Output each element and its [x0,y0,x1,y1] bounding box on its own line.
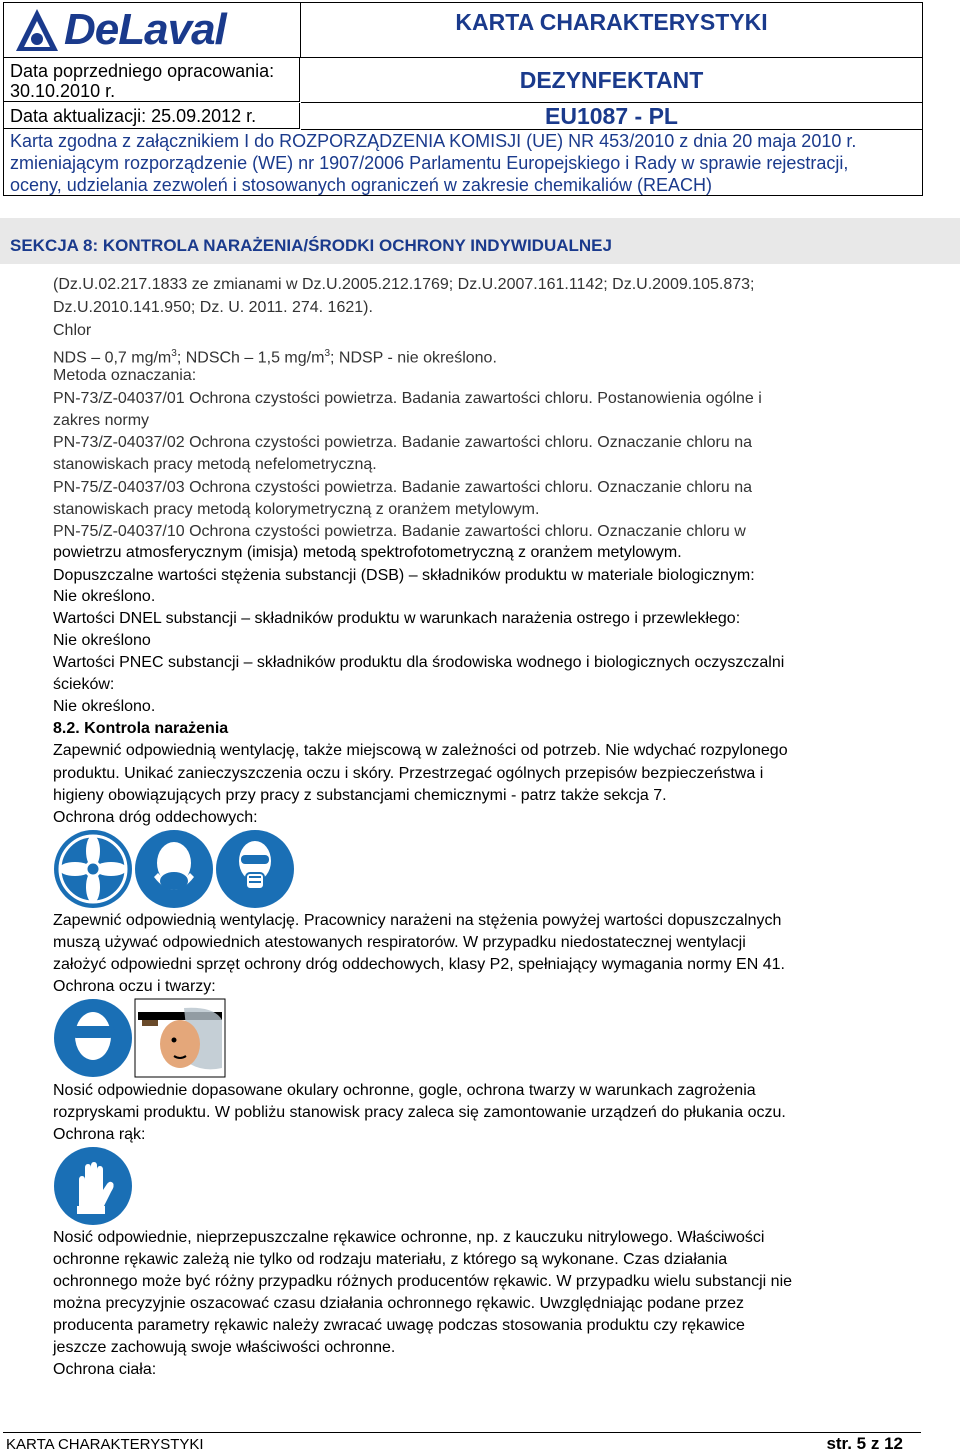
text-line: rozpryskami produktu. W pobliżu stanowisk pracy zaleca się zamontowanie urządzeń do płukania oczu. [53,1104,786,1121]
text-line: Chlor [53,322,92,339]
text-line: można precyzyjnie oszacować czasu działania ochronnego rękawic. Uwzględniając podane przez [53,1295,745,1312]
text-line: produktu. Unikać zanieczyszczenia oczu i skóry. Przestrzegać ogólnych przepisów bezpieczeństwa i [53,765,764,782]
ventilation-fan-icon [53,829,133,909]
nds-text: NDS – 0,7 mg/m [53,349,172,367]
regulation-line: oceny, udzielania zezwoleń i stosowanych ograniczeń w zakresie chemikaliów (REACH) [10,175,712,195]
logo-text: DeLaval [64,5,226,54]
text-line: producenta parametry rękawic należy zwracać uwagę podczas stosowania produktu czy rękawice [53,1317,745,1334]
text-line: stanowiskach pracy metodą kolorymetryczną z oranżem metylowym. [53,501,540,518]
text-line: PN-73/Z-04037/01 Ochrona czystości powietrza. Badania zawartości chloru. Postanowienia ogólne i [53,390,762,407]
regulation-line: Karta zgodna z załącznikiem I do ROZPORZĄDZENIA KOMISJI (UE) NR 453/2010 z dnia 20 maja 2010 r. [10,131,857,151]
title-cell [301,3,922,58]
prev-date-cell [4,58,300,102]
product-name: DEZYNFEKTANT [301,58,922,103]
text-line: Nie określono. [53,698,156,715]
document-header [3,2,923,196]
footer-doc-title: KARTA CHARAKTERYSTYKI [6,1436,204,1453]
text-line: powietrzu atmosferycznym (imisja) metodą spektrofotometryczną z oranżem metylowym. [53,544,682,561]
text-line: zakres normy [53,412,150,429]
superscript: 3 [171,348,177,359]
text-line: Nosić odpowiednie, nieprzepuszczalne rękawice ochronne, np. z kauczuku nitrylowego. Właściwości [53,1229,765,1246]
product-code: EU1087 - PL [301,103,922,130]
text-line: Dopuszczalne wartości stężenia substancji (DSB) – składników produktu w materiale biologicznym: [53,567,755,584]
text-line: założyć odpowiedni sprzęt ochrony dróg oddechowych, klasy P2, spełniający wymagania normy EN 41. [53,956,785,973]
page-number: str. 5 z 12 [826,1434,903,1453]
subsection-title: 8.2. Kontrola narażenia [53,720,229,737]
logo-cell [4,3,301,58]
section-title: SEKCJA 8: KONTROLA NARAŻENIA/ŚRODKI OCHRONY INDYWIDUALNEJ [10,236,612,255]
respirator-mask-icon [215,829,295,909]
doc-title: KARTA CHARAKTERYSTYKI [455,9,768,35]
text-line: Dz.U.2010.141.950; Dz. U. 2011. 274. 1621). [53,299,373,316]
face-shield-icon [134,998,226,1078]
section-bar [0,218,960,264]
text-line: Ochrona dróg oddechowych: [53,809,258,826]
regulation-note [10,130,916,196]
text-line: (Dz.U.02.217.1833 ze zmianami w Dz.U.2005.212.1769; Dz.U.2007.161.1142; Dz.U.2009.105.873; [53,276,755,293]
text-line: stanowiskach pracy metodą nefelometryczną. [53,456,377,473]
ndsp-text: ; NDSP - nie określono. [330,349,497,367]
update-date: Data aktualizacji: 25.09.2012 r. [4,103,300,129]
safety-goggles-icon [53,998,133,1078]
text-line: Zapewnić odpowiednią wentylację, także miejscową w zależności od potrzeb. Nie wdychać rozpylonego [53,742,788,759]
prev-date-value: 30.10.2010 r. [10,81,116,101]
footer-divider [3,1432,921,1433]
text-line: ścieków: [53,676,115,693]
text-line: ochronnego może być różny przypadku różnych producentów rękawic. W przypadku wielu substancji nie [53,1273,793,1290]
text-line: PN-75/Z-04037/03 Ochrona czystości powietrza. Badanie zawartości chloru. Oznaczanie chloru na [53,479,753,496]
delaval-logo-icon [14,7,60,53]
text-line: Ochrona oczu i twarzy: [53,978,216,995]
text-line: higieny obowiązujących przy pracy z substancjami chemicznymi - patrz także sekcja 7. [53,787,667,804]
text-line: Metoda oznaczania: [53,367,197,384]
text-line: muszą używać odpowiednich atestowanych respiratorów. W przypadku niedostatecznej wentylacji [53,934,746,951]
superscript: 3 [324,348,330,359]
text-line: Ochrona rąk: [53,1126,146,1143]
ndsch-text: ; NDSCh – 1,5 mg/m [176,349,325,367]
protective-gloves-icon [53,1146,133,1226]
text-line: Nie określono. [53,588,156,605]
text-line: Wartości DNEL substancji – składników produktu w warunkach narażenia ostrego i przewlekłego: [53,610,741,627]
text-line: Nie określono [53,632,151,649]
text-line: Ochrona ciała: [53,1361,157,1378]
text-line: ochronne rękawic zależą nie tylko od rodzaju materiału, z którego są wykonane. Czas działania [53,1251,728,1268]
text-line: Wartości PNEC substancji – składników produktu dla środowiska wodnego i biologicznych oczyszczalni [53,654,785,671]
text-line: Nosić odpowiednie dopasowane okulary ochronne, gogle, ochrona twarzy w warunkach zagrożenia [53,1082,756,1099]
text-line: PN-75/Z-04037/10 Ochrona czystości powietrza. Badanie zawartości chloru. Oznaczanie chloru w [53,523,746,540]
text-line: Zapewnić odpowiednią wentylację. Pracownicy narażeni na stężenia powyżej wartości dopuszczalnych [53,912,782,929]
text-line: PN-73/Z-04037/02 Ochrona czystości powietrza. Badanie zawartości chloru. Oznaczanie chloru na [53,434,753,451]
text-line: jeszcze zachowują swoje właściwości ochronne. [53,1339,396,1356]
prev-date-label: Data poprzedniego opracowania: [10,61,275,81]
regulation-line: zmieniającym rozporządzenie (WE) nr 1907/2006 Parlamentu Europejskiego i Rady w sprawie rejestracji, [10,153,849,173]
dust-mask-icon [134,829,214,909]
